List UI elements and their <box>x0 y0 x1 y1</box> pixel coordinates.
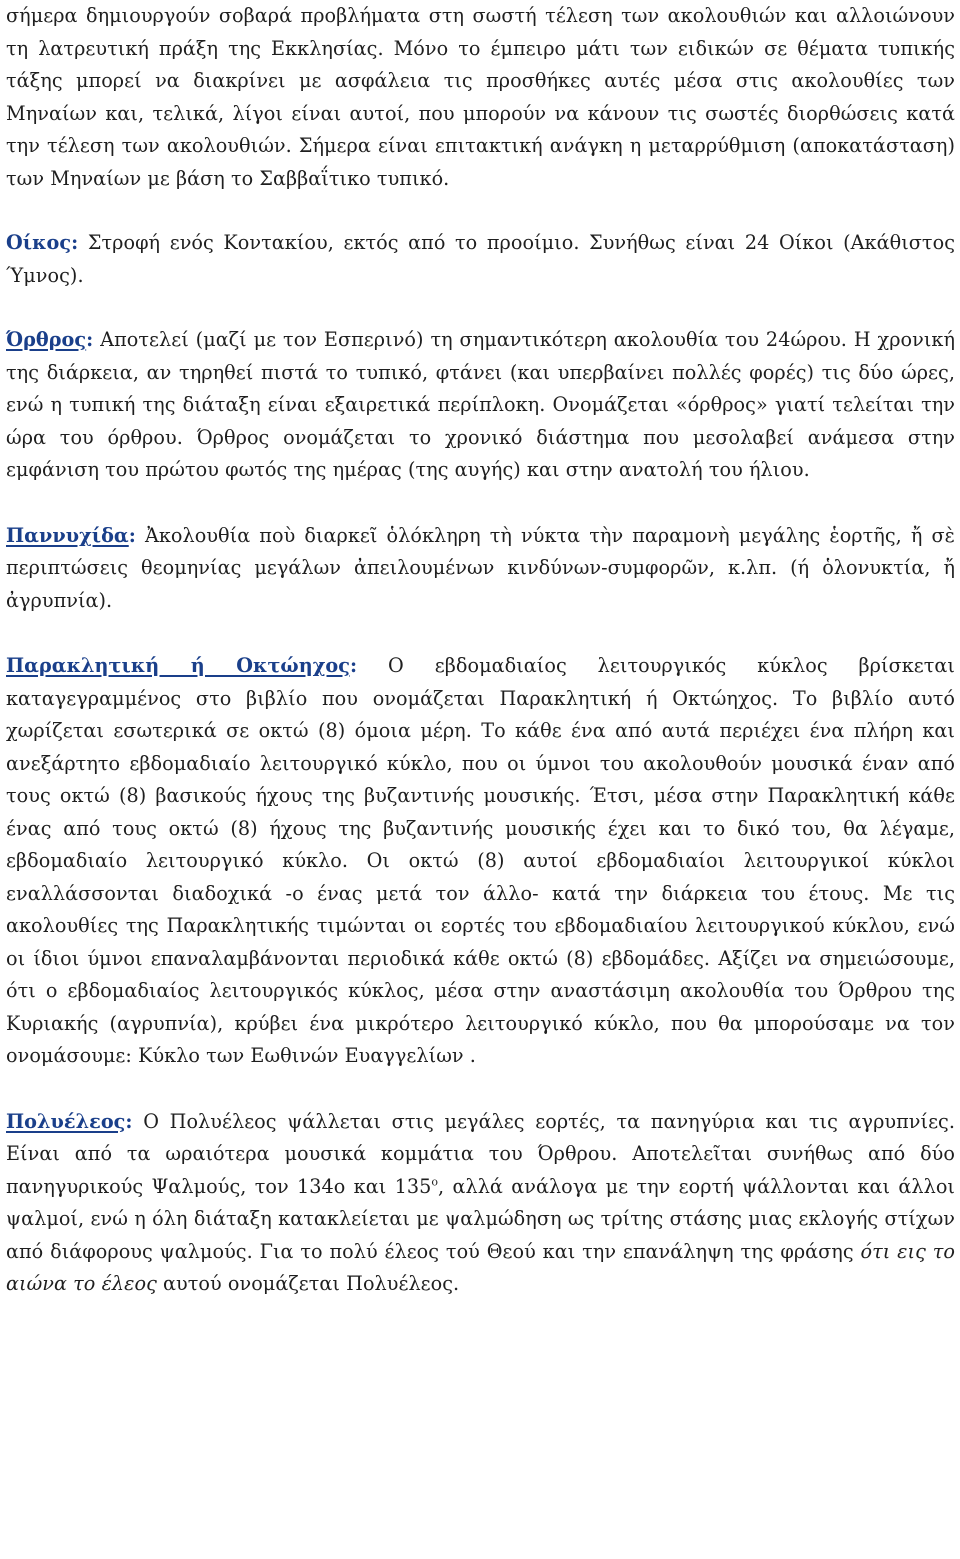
polyeleos-term: Πολυέλεος <box>6 1109 126 1133</box>
polyeleos-definition-a: Ο Πολυέλεος ψάλλεται στις μεγάλες εορτές, τα πανηγύρια και τις αγρυπνίες. Είναι από τα ωραιότερα μουσικά κομμάτια του Όρθρου. Αποτελεῖται συνήθως από δύο πανηγυρικούς Ψαλμούς, τον 134ο και 135 <box>6 1109 955 1198</box>
parakletike-term: Παρακλητική ή Οκτώηχος <box>6 654 350 677</box>
polyeleos-paragraph <box>6 1106 955 1301</box>
polyeleos-colon: : <box>125 1109 133 1133</box>
intro-paragraph: σήμερα δημιουργούν σοβαρά προβλήματα στη σωστή τέλεση των ακολουθιών και αλλοιώνουν τη λατρευτική πράξη της Εκκλησίας. Μόνο το έμπειρο μάτι των ειδικών σε θέματα τυπικής τάξης μπορεί να διακρίνει με ασφάλεια τις προσθήκες αυτές μέσα στις ακολουθίες των Μηναίων και, τελικά, λίγοι είναι αυτοί, που μπορούν να κάνουν τις σωστές διορθώσεις κατά την τέλεση των ακολουθιών. Σήμερα είναι επιτακτική ανάγκη η μεταρρύθμιση (αποκατάσταση) των Μηναίων με βάση το Σαββαΐτικο τυπικό. <box>6 4 955 190</box>
polyeleos-definition-b: , αλλά ανάλογα με την εορτή ψάλλονται και άλλοι ψαλμοί, ενώ η όλη διάταξη κατακλείεται με ψαλμώδηση ως τρίτης στάσης μιας εκλογής στίχων από διάφορους ψαλμούς. Για το πολύ έλεος τού Θεού και την επανάληψη της φράσης <box>6 1174 955 1263</box>
pannychis-definition: Ἀκολουθία ποὺ διαρκεῖ ὁλόκληρη τὴ νύκτα τὴν παραμονὴ μεγάλης ἑορτῆς, ἤ σὲ περιπτώσεις θεομηνίας μεγάλων ἀπειλουμένων κινδύνων-συμφορῶν, κ.λπ. (ή ὁλονυκτία, ἤ ἀγρυπνία). <box>6 523 955 612</box>
oikos-paragraph <box>6 227 955 292</box>
parakletike-definition: Ο εβδομαδιαίος λειτουργικός κύκλος βρίσκεται καταγεγραμμένος στο βιβλίο που ονομάζεται Παρακλητική ή Οκτώηχος. Το βιβλίο αυτό χωρίζεται εσωτερικά σε οκτώ (8) όμοια μέρη. Το κάθε ένα από αυτά περιέχει ένα πλήρη και ανεξάρτητο εβδομαδιαίο λειτουργικό κύκλο, που οι ύμνοι του ακολουθούν μουσικά έναν από τους οκτώ (8) βασικούς ήχους της βυζαντινής μουσικής. Έτσι, μέσα στην Παρακλητική κάθε ένας από τους οκτώ (8) ήχους της βυζαντινής μουσικής έχει και το δικό του, θα λέγαμε, εβδομαδιαίο λειτουργικό κύκλο. Οι οκτώ (8) αυτοί εβδομαδιαίοι λειτουργικοί κύκλοι εναλλάσσονται διαδοχικά -ο ένας μετά τον άλλο- κατά την διάρκεια του έτους. Με τις ακολουθίες της Παρακλητικής τιμώνται οι εορτές του εβδομαδιαίου λειτουργικού κύκλου, ενώ οι ίδιοι ύμνοι επαναλαμβάνονται περιοδικά κάθε οκτώ (8) εβδομάδες. Αξίζει να σημειώσουμε, ότι ο εβδομαδιαίος λειτουργικός κύκλος, μέσα στην αναστάσιμη ακολουθία του Όρθρου της Κυριακής (αγρυπνία), κρύβει ένα μικρότερο λειτουργικό κύκλο, που θα μπορούσαμε να τον ονομάσουμε: Κύκλο των Εωθινών Ευαγγελίων . <box>6 654 955 1067</box>
pannychis-paragraph <box>6 520 955 618</box>
oikos-term: Οίκος <box>6 231 72 254</box>
polyeleos-italic-phrase: ότι εις το αιώνα το έλεος <box>6 1239 955 1295</box>
parakletike-paragraph <box>6 650 955 1073</box>
orthros-colon: : <box>86 328 94 351</box>
orthros-paragraph <box>6 324 955 487</box>
orthros-term: Όρθρος <box>6 328 87 351</box>
orthros-definition: Αποτελεί (μαζί με τον Εσπερινό) τη σημαντικότερη ακολουθία του 24ώρου. Η χρονική της διάρκεια, αν τηρηθεί πιστά το τυπικό, φτάνει (και υπερβαίνει πολλές φορές) τις δύο ώρες, ενώ η τυπική της διάταξη είναι εξαιρετικά περίπλοκη. Ονομάζεται «όρθρος» γιατί τελείται την ώρα του όρθρου. Όρθρος ονομάζεται το χρονικό διάστημα που μεσολαβεί ανάμεσα στην εμφάνιση του πρώτου φωτός της ημέρας (της αυγής) και στην ανατολή του ήλιου. <box>6 328 955 481</box>
parakletike-colon: : <box>350 654 358 677</box>
polyeleos-definition-c: αυτού ονομάζεται Πολυέλεος. <box>156 1272 460 1295</box>
oikos-colon: : <box>71 231 79 254</box>
pannychis-term: Παννυχίδα <box>6 523 129 547</box>
oikos-definition: Στροφή ενός Κοντακίου, εκτός από το προοίμιο. Συνήθως είναι 24 Οίκοι (Ακάθιστος Ύμνος). <box>6 231 955 287</box>
polyeleos-superscript: ο <box>431 1175 439 1189</box>
pannychis-colon: : <box>128 523 136 547</box>
